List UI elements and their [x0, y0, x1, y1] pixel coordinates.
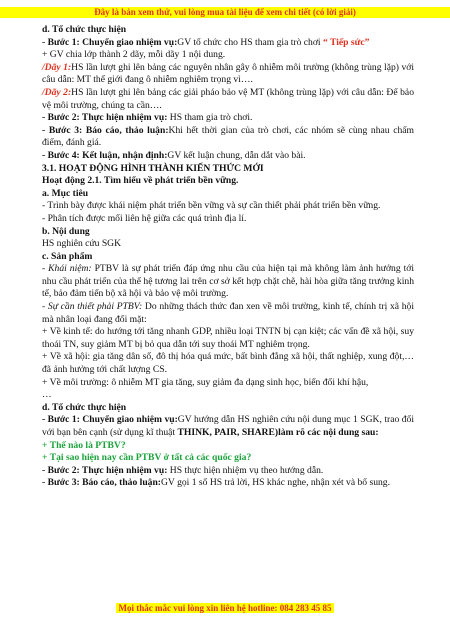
necessity-text: Do những thách thức đan xen về môi trường, kinh tế, chính trị xã hội mà nhân loại đang đối mặt: [42, 301, 414, 325]
step-3-label: - Bước 3: Báo cáo, thảo luận: [42, 124, 169, 136]
d-step-3 [42, 477, 414, 490]
row-1-text: HS lần lượt ghi lên bảng các nguyên nhân gây ô nhiễm môi trường (không trùng lặp) với câu dẫn: MT thế giới đang ô nhiễm nghiêm trọng vì…. [42, 61, 414, 86]
question-2: + Tại sao hiện nay cần PTBV ở tất cả các quốc gia? [42, 452, 252, 464]
step-4-text: GV kết luận chung, dẫn dắt vào bài. [167, 149, 306, 161]
step-4 [42, 150, 414, 163]
d-step-2-text: HS thực hiện nhiệm vụ theo hướng dẫn. [167, 464, 324, 476]
objective-1: - Trình bày được khái niệm phát triển bền vững và sự cần thiết phải phát triển bền vững. [42, 200, 381, 212]
objective-2: - Phân tích được mối liên hệ giữa các quá trình địa lí. [42, 212, 247, 224]
necessity [42, 301, 414, 326]
definition-text: PTBV là sự phát triển đáp ứng nhu cầu của hiện tại mà không làm ảnh hưởng tới nhu cầu phát triển của thế hệ tương lai trên cơ sở kết hợp chặt chẽ, hài hòa giữa tăng trưởng kinh tế, bảo đảm tiến bộ xã hội và bảo vệ môi trường. [42, 263, 414, 300]
step-2 [42, 112, 414, 125]
heading-d-2: d. Tổ chức thực hiện [42, 401, 127, 413]
d-step-2-label: - Bước 2: Thực hiện nhiệm vụ: [42, 464, 168, 476]
environment-point: + Về môi trường: ô nhiễm MT gia tăng, suy giảm đa dạng sinh học, biến đổi khí hậu, [42, 376, 369, 388]
d-step-1-text: GV hướng dẫn HS nghiên cứu nội dung mục 1 SGK, trao đổi với bạn bên cạnh (sử dụng kĩ thuật [42, 414, 414, 438]
step-1-text: GV tổ chức cho HS tham gia trò chơi [177, 36, 323, 48]
heading-c: c. Sản phẩm [42, 250, 93, 262]
preview-banner-text: Đây là bản xem thử, vui lòng mua tài liệu để xem chi tiết (có lời giải) [94, 7, 356, 17]
d-step-1 [42, 414, 414, 439]
question-1: + Thế nào là PTBV? [42, 439, 126, 451]
definition [42, 263, 414, 301]
preview-banner [0, 7, 450, 18]
document-body [42, 24, 414, 490]
row-1-label: /Dãy 1: [42, 61, 72, 73]
economy-point: + Về kinh tế: do hướng tới tăng nhanh GDP, nhiều loại TNTN bị cạn kiệt; các vấn đề xã hội, suy thoái TN, suy giảm MT bị bỏ qua dẫn tới suy thoái MT nghiêm trọng. [42, 326, 414, 350]
row-2-task [42, 87, 414, 112]
step-3 [42, 125, 414, 150]
section-title: 3.1. HOẠT ĐỘNG HÌNH THÀNH KIẾN THỨC MỚI [42, 162, 264, 174]
content-1: HS nghiên cứu SGK [42, 238, 122, 250]
row-2-text: HS lần lượt ghi lên bảng các giải pháo bảo vệ MT (không trùng lặp) với câu dẫn: Để bảo vệ môi trường, chúng ta cần…. [42, 86, 414, 111]
society-point: + Về xã hội: gia tăng dân số, đô thị hóa quá mức, bất bình đẳng xã hội, thất nghiệp, xung đột,… đã ảnh hưởng tới chất lượng CS. [42, 351, 414, 376]
definition-label: - Khái niệm: [42, 263, 92, 275]
step-4-label: - Bước 4: Kết luận, nhận định: [42, 149, 168, 161]
step-3-text: Khi hết thời gian của trò chơi, các nhóm sẽ cùng nhau chấm điểm, đánh giá. [42, 124, 415, 149]
heading-b: b. Nội dung [42, 225, 90, 237]
necessity-label: - Sự cần thiết phải PTBV: [42, 301, 143, 313]
ellipsis: … [42, 389, 52, 401]
row-1-task [42, 62, 414, 87]
d-step-3-text: GV gọi 1 số HS trả lời, HS khác nghe, nhận xét và bổ sung. [161, 477, 390, 489]
gv-instruction: + GV chia lớp thành 2 dãy, mỗi dãy 1 nội dung. [42, 49, 226, 61]
d-step-1-technique: THINK, PAIR, SHARE)làm rõ các nội dung sau: [177, 427, 379, 438]
row-2-label: /Dãy 2: [42, 86, 72, 98]
step-2-text: HS tham gia trò chơi. [167, 112, 253, 124]
d-step-2 [42, 465, 414, 478]
hotline-footer [0, 603, 450, 613]
d-step-3-label: - Bước 3: Báo cáo, thảo luận: [42, 477, 161, 489]
step-2-label: - Bước 2: Thực hiện nhiệm vụ: [42, 112, 168, 124]
d-step-1-label: - Bước 1: Chuyển giao nhiệm vụ: [42, 414, 178, 426]
activity-title: Hoạt động 2.1. Tìm hiểu về phát triển bền vững. [42, 175, 239, 187]
heading-a: a. Mục tiêu [42, 187, 89, 199]
game-name: “ Tiếp sức” [322, 36, 370, 48]
step-1-label: - Bước 1: Chuyển giao nhiệm vụ: [42, 36, 178, 48]
heading-d: d. Tổ chức thực hiện [42, 24, 127, 35]
hotline-text: Mọi thắc mắc vui lòng xin liên hệ hotline: 084 283 45 85 [118, 603, 332, 613]
step-1 [42, 37, 414, 50]
